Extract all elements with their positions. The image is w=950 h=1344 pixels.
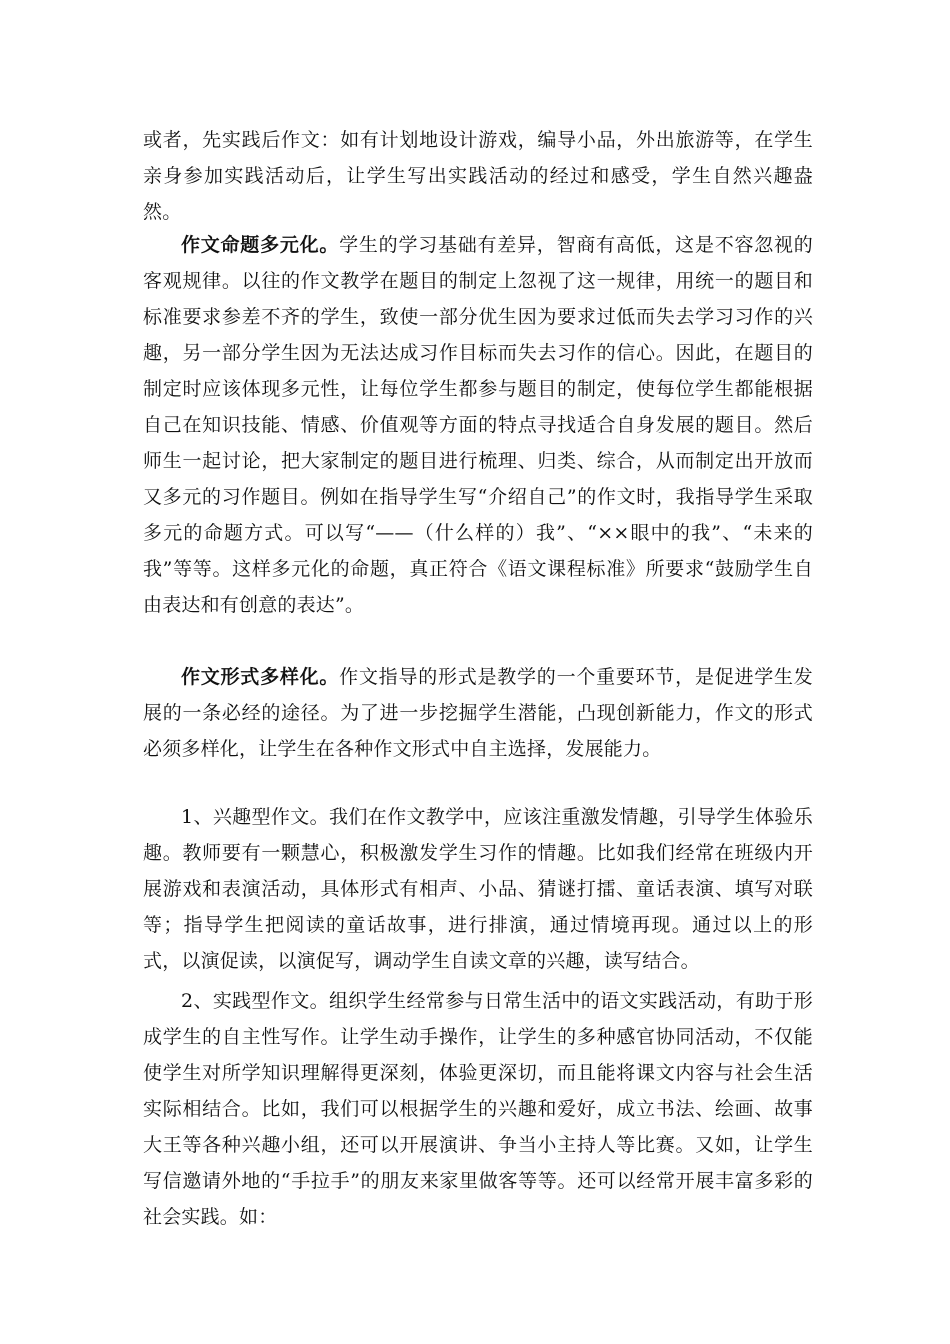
paragraph-1-text: 或者，先实践后作文：如有计划地设计游戏，编导小品，外出旅游等，在学生亲身参加实践活动后，让学生写出实践活动的经过和感受，学生自然兴趣盎然。 bbox=[143, 129, 813, 223]
paragraph-2 bbox=[143, 227, 813, 623]
paragraph-4-text: 1、兴趣型作文。我们在作文教学中，应该注重激发情趣，引导学生体验乐趣。教师要有一颗慧心，积极激发学生习作的情趣。比如我们经常在班级内开展游戏和表演活动，具体形式有相声、小品、猜谜打擂、童话表演、填写对联等；指导学生把阅读的童话故事，进行排演，通过情境再现。通过以上的形式，以演促读，以演促写，调动学生自读文章的兴趣，读写结合。 bbox=[143, 806, 813, 972]
paragraph-3-heading: 作文形式多样化。 bbox=[181, 666, 340, 688]
paragraph-5 bbox=[143, 983, 813, 1235]
paragraph-1 bbox=[143, 122, 813, 230]
paragraph-2-text: 学生的学习基础有差异，智商有高低，这是不容忽视的客观规律。以往的作文教学在题目的制定上忽视了这一规律，用统一的题目和标准要求参差不齐的学生，致使一部分优生因为要求过低而失去学习习作的兴趣，另一部分学生因为无法达成习作目标而失去习作的信心。因此，在题目的制定时应该体现多元性，让每位学生都参与题目的制定，使每位学生都能根据自己在知识技能、情感、价值观等方面的特点寻找适合自身发展的题目。然后师生一起讨论，把大家制定的题目进行梳理、归类、综合，从而制定出开放而又多元的习作题目。例如在指导学生写“介绍自己”的作文时，我指导学生采取多元的命题方式。可以写“——（什么样的）我”、“××眼中的我”、“未来的我”等等。这样多元化的命题，真正符合《语文课程标准》所要求“鼓励学生自由表达和有创意的表达”。 bbox=[143, 234, 813, 616]
paragraph-3-text: 作文指导的形式是教学的一个重要环节，是促进学生发展的一条必经的途径。为了进一步挖掘学生潜能，凸现创新能力，作文的形式必须多样化，让学生在各种作文形式中自主选择，发展能力。 bbox=[143, 666, 813, 760]
paragraph-2-heading: 作文命题多元化。 bbox=[181, 234, 340, 256]
paragraph-4 bbox=[143, 799, 813, 979]
paragraph-3 bbox=[143, 659, 813, 767]
paragraph-5-text: 2、实践型作文。组织学生经常参与日常生活中的语文实践活动，有助于形成学生的自主性写作。让学生动手操作，让学生的多种感官协同活动，不仅能使学生对所学知识理解得更深刻，体验更深切，而且能将课文内容与社会生活实际相结合。比如，我们可以根据学生的兴趣和爱好，成立书法、绘画、故事大王等各种兴趣小组，还可以开展演讲、争当小主持人等比赛。又如，让学生写信邀请外地的“手拉手”的朋友来家里做客等等。还可以经常开展丰富多彩的社会实践。如： bbox=[143, 990, 813, 1228]
